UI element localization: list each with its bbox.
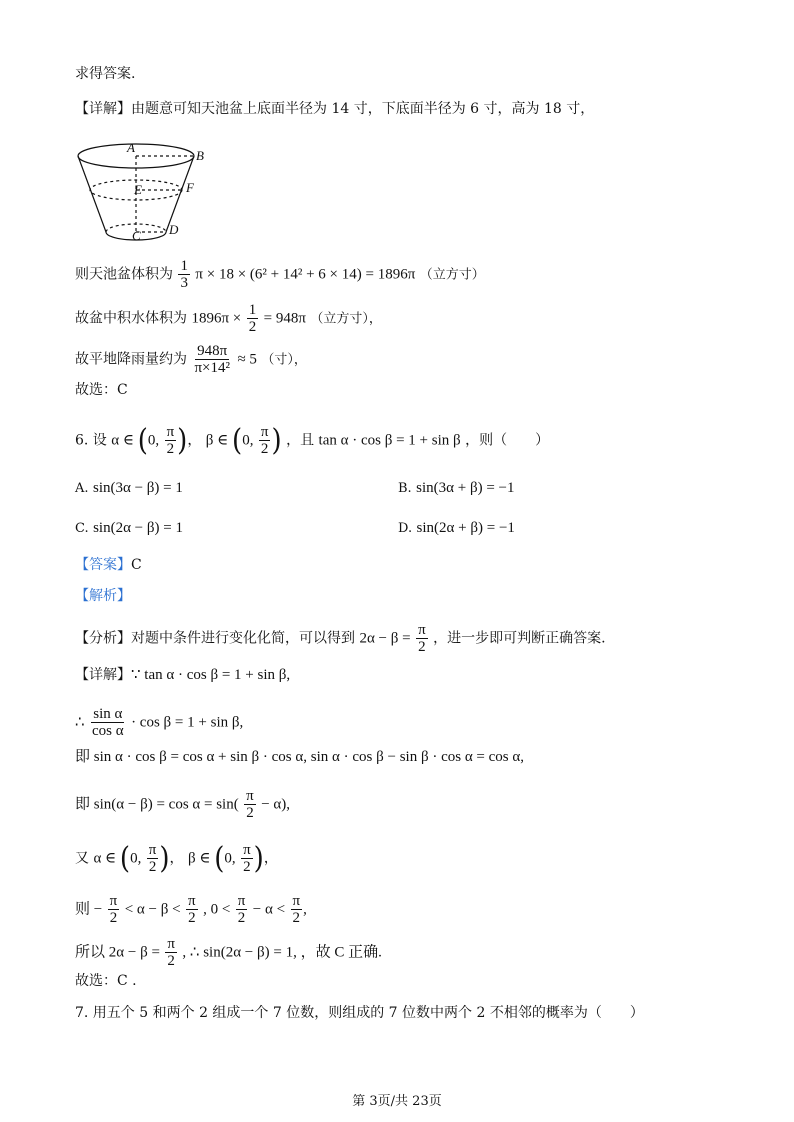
label-b: B bbox=[196, 148, 204, 163]
option-b-expr: sin(3α + β) = −1 bbox=[416, 480, 515, 496]
d2-line: ∴ $\frac{\text{sin α}}{\text{cos α}}$ · cos β = 1 + sin β, bbox=[75, 706, 244, 739]
d2-post: · cos β = 1 + sin β, bbox=[131, 714, 244, 731]
d4-pre: 即 sin(α − β) = cos α = sin( bbox=[75, 796, 239, 813]
option-d-label: D. bbox=[398, 521, 413, 536]
text-line: 求得答案. bbox=[75, 66, 136, 82]
d5-pre: 又 bbox=[75, 850, 89, 867]
d7-pre: 所以 2α − β = bbox=[75, 944, 160, 961]
rain-numerator: 948π bbox=[197, 343, 228, 359]
d6-pre: 则 − bbox=[75, 901, 103, 918]
water-lead: 1896π × bbox=[191, 310, 242, 327]
rain-line bbox=[75, 343, 307, 376]
fraction-one-third: $\frac{1}{3}$ bbox=[180, 258, 188, 291]
volume-unit: （立方寸） bbox=[419, 267, 485, 283]
water-unit: （立方寸）， bbox=[310, 311, 382, 327]
analysis-tag: 【解析】 bbox=[75, 588, 131, 604]
answer-line bbox=[75, 555, 142, 575]
rain-denominator: π×14² bbox=[194, 360, 230, 376]
option-c bbox=[75, 518, 183, 539]
d7-line: 所以 2α − β = $\frac{\pi}{2}$ , ∴ sin(2α − β) = 1, ，故 C 正确. bbox=[75, 936, 382, 969]
page-footer: 第 3页/共 23页 bbox=[352, 1094, 442, 1109]
therefore-symbol: ∴ bbox=[75, 714, 85, 731]
q6-end: ，则（ ） bbox=[465, 432, 550, 449]
water-expression: = 948π bbox=[263, 310, 306, 327]
option-d bbox=[398, 518, 515, 539]
q6-equation: tan α · cos β = 1 + sin β bbox=[318, 432, 461, 449]
label-a: A bbox=[127, 140, 135, 155]
option-b bbox=[398, 478, 515, 499]
detail-tag: 【详解】 bbox=[75, 101, 131, 117]
detail-line bbox=[75, 99, 594, 119]
fenxi-line: 【分析】对题中条件进行变化化简，可以得到 2α − β = $\frac{\pi}{2}$ ，进一步即可判断正确答案. bbox=[75, 622, 606, 655]
rain-expression: ≈ 5 bbox=[237, 351, 257, 368]
frustum-figure bbox=[70, 134, 220, 244]
fenxi-text-a: 对题中条件进行变化化简，可以得到 bbox=[131, 630, 355, 647]
answer-tag: 【答案】 bbox=[75, 557, 131, 573]
d3-line: 即 sin α · cos β = cos α + sin β · cos α, sin α · cos β − sin β · cos α = cos α, bbox=[75, 749, 524, 765]
q6-prefix: 6. 设 bbox=[75, 432, 107, 449]
label-c: C bbox=[132, 228, 141, 243]
d4-post: − α), bbox=[261, 796, 291, 813]
q6-stem: 6. 设 α ∈ (0, $\frac{\pi}{2}$ )， β ∈ (0, $\frac{\pi}{2}$ ) ，且 tan α · cos β = 1 + sin β ，则（ ） bbox=[75, 423, 550, 458]
label-e: E bbox=[134, 182, 142, 197]
option-c-label: C. bbox=[75, 521, 89, 536]
q6-cond: ，且 bbox=[286, 432, 315, 449]
rain-prefix: 故平地降雨量约为 bbox=[75, 351, 187, 368]
option-a-label: A. bbox=[75, 481, 89, 496]
d6-line: 则 − $\frac{\pi}{2}$ < α − β < $\frac{\pi}{2}$ , 0 < $\frac{\pi}{2}$ − α < $\frac{\pi}{2}$ , bbox=[75, 893, 307, 926]
rain-fraction bbox=[192, 343, 232, 376]
fenxi-tag: 【分析】 bbox=[75, 630, 131, 647]
water-prefix: 故盆中积水体积为 bbox=[75, 310, 187, 327]
option-a-expr: sin(3α − β) = 1 bbox=[92, 480, 183, 496]
volume-expression: π × 18 × (6² + 14² + 6 × 14) = 1896π bbox=[195, 266, 416, 283]
detail6-line bbox=[75, 665, 290, 685]
rain-unit: （寸）， bbox=[261, 352, 307, 368]
d4-line: 即 sin(α − β) = cos α = sin( $\frac{\pi}{2}$ − α), bbox=[75, 788, 291, 821]
option-c-expr: sin(2α − β) = 1 bbox=[93, 520, 183, 536]
fenxi-text-b: ，进一步即可判断正确答案. bbox=[433, 630, 606, 647]
d7-post: , ∴ sin(2α − β) = 1, ，故 C 正确. bbox=[182, 944, 382, 961]
volume-prefix: 则天池盆体积为 bbox=[75, 266, 173, 283]
option-d-expr: sin(2α + β) = −1 bbox=[416, 520, 515, 536]
volume-line bbox=[75, 258, 485, 291]
detail6-tag: 【详解】 bbox=[75, 667, 131, 683]
label-f: F bbox=[186, 180, 194, 195]
q7-stem: 7. 用五个 5 和两个 2 组成一个 7 位数，则组成的 7 位数中两个 2 不相邻的概率为（ ） bbox=[75, 1005, 644, 1021]
detail6-d1: ∵ tan α · cos β = 1 + sin β, bbox=[131, 667, 291, 683]
d5-line: 又 α ∈ (0, $\frac{\pi}{2}$ )， β ∈ (0, $\frac{\pi}{2}$ )， bbox=[75, 841, 278, 876]
option-a bbox=[75, 478, 183, 499]
water-line bbox=[75, 302, 382, 335]
d6-mid2: , 0 < bbox=[203, 901, 231, 918]
label-d: D bbox=[169, 222, 179, 237]
fraction-one-half: $\frac{1}{2}$ bbox=[248, 302, 257, 335]
option-b-label: B. bbox=[398, 481, 412, 496]
d6-mid1: < α − β < bbox=[124, 901, 181, 918]
detail-text: 由题意可知天池盆上底面半径为 14 寸，下底面半径为 6 寸，高为 18 寸， bbox=[131, 101, 595, 117]
answer-value: C bbox=[131, 557, 142, 573]
d6-mid3: − α < bbox=[252, 901, 286, 918]
choice-line-5: 故选：C bbox=[75, 382, 128, 398]
choice-line-6: 故选：C . bbox=[75, 973, 137, 989]
